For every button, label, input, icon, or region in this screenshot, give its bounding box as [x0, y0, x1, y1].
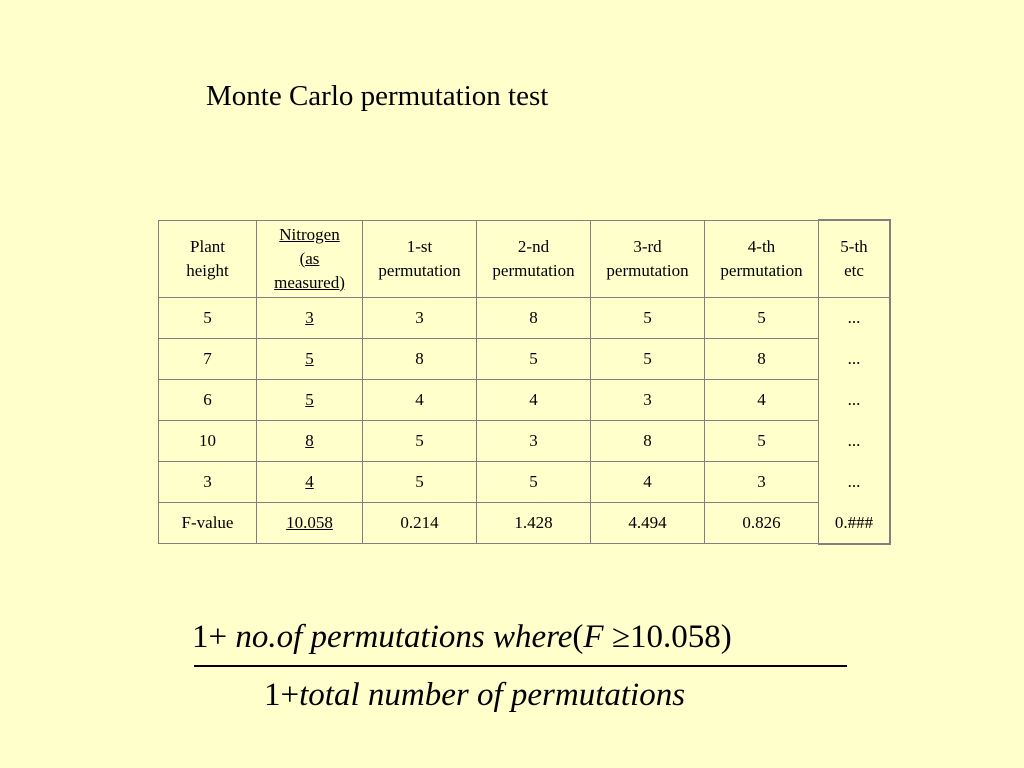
- cell-plant-height: 5: [159, 298, 257, 339]
- cell-perm-2: 8: [477, 298, 591, 339]
- cell-perm-2: 4: [477, 380, 591, 421]
- header-perm-5: 5-th etc: [819, 220, 891, 298]
- f-value-label: F-value: [159, 503, 257, 544]
- cell-perm-1: 5: [363, 462, 477, 503]
- numerator-one: 1: [192, 619, 209, 655]
- f-symbol: F: [583, 619, 604, 655]
- numerator-text: no.of permutations where: [235, 619, 573, 655]
- f-value-perm-4: 0.826: [705, 503, 819, 544]
- cell-plant-height: 7: [159, 339, 257, 380]
- cell-perm-5: ...: [819, 380, 891, 421]
- f-value-perm-5: 0.###: [819, 503, 891, 544]
- cell-perm-3: 3: [591, 380, 705, 421]
- cell-plant-height: 3: [159, 462, 257, 503]
- table-header-row: [159, 220, 891, 298]
- f-value-row: [159, 503, 891, 544]
- cell-nitrogen: 5: [257, 380, 363, 421]
- cell-perm-4: 8: [705, 339, 819, 380]
- table-row: [159, 380, 891, 421]
- permutation-table: [158, 219, 891, 545]
- cell-plant-height: 6: [159, 380, 257, 421]
- formula-numerator: [192, 615, 852, 659]
- header-nitrogen: Nitrogen (as measured): [257, 220, 363, 298]
- cell-perm-1: 5: [363, 421, 477, 462]
- f-value-perm-3: 4.494: [591, 503, 705, 544]
- denominator-text: total number of permutations: [299, 677, 686, 713]
- cell-perm-5: ...: [819, 462, 891, 503]
- numerator-plus: +: [208, 619, 228, 655]
- cell-perm-5: ...: [819, 339, 891, 380]
- table-row: [159, 421, 891, 462]
- cell-perm-4: 5: [705, 421, 819, 462]
- denominator-plus: +: [280, 677, 300, 713]
- table-row: [159, 462, 891, 503]
- formula-denominator: [264, 673, 685, 717]
- cell-perm-4: 3: [705, 462, 819, 503]
- threshold-value: 10.058: [629, 619, 721, 655]
- cell-perm-2: 5: [477, 462, 591, 503]
- f-value-perm-2: 1.428: [477, 503, 591, 544]
- header-perm-3: 3-rd permutation: [591, 220, 705, 298]
- header-perm-2: 2-nd permutation: [477, 220, 591, 298]
- cell-perm-2: 3: [477, 421, 591, 462]
- cell-perm-2: 5: [477, 339, 591, 380]
- cell-perm-1: 3: [363, 298, 477, 339]
- fraction-bar: [194, 665, 847, 667]
- cell-nitrogen: 5: [257, 339, 363, 380]
- denominator-one: 1: [264, 677, 281, 713]
- cell-nitrogen: 4: [257, 462, 363, 503]
- cell-perm-4: 5: [705, 298, 819, 339]
- cell-perm-3: 8: [591, 421, 705, 462]
- f-value-observed: 10.058: [257, 503, 363, 544]
- cell-perm-1: 4: [363, 380, 477, 421]
- table-row: [159, 298, 891, 339]
- cell-nitrogen: 8: [257, 421, 363, 462]
- cell-perm-3: 4: [591, 462, 705, 503]
- header-perm-4: 4-th permutation: [705, 220, 819, 298]
- cell-perm-5: ...: [819, 298, 891, 339]
- f-value-perm-1: 0.214: [363, 503, 477, 544]
- geq-symbol: ≥: [611, 619, 630, 655]
- table-row: [159, 339, 891, 380]
- cell-perm-5: ...: [819, 421, 891, 462]
- cell-perm-3: 5: [591, 339, 705, 380]
- page-title: Monte Carlo permutation test: [206, 80, 549, 112]
- open-paren: (: [572, 619, 584, 655]
- cell-perm-4: 4: [705, 380, 819, 421]
- close-paren: ): [720, 619, 732, 655]
- header-plant-height: Plant height: [159, 220, 257, 298]
- cell-perm-3: 5: [591, 298, 705, 339]
- cell-nitrogen: 3: [257, 298, 363, 339]
- cell-plant-height: 10: [159, 421, 257, 462]
- cell-perm-1: 8: [363, 339, 477, 380]
- header-perm-1: 1-st permutation: [363, 220, 477, 298]
